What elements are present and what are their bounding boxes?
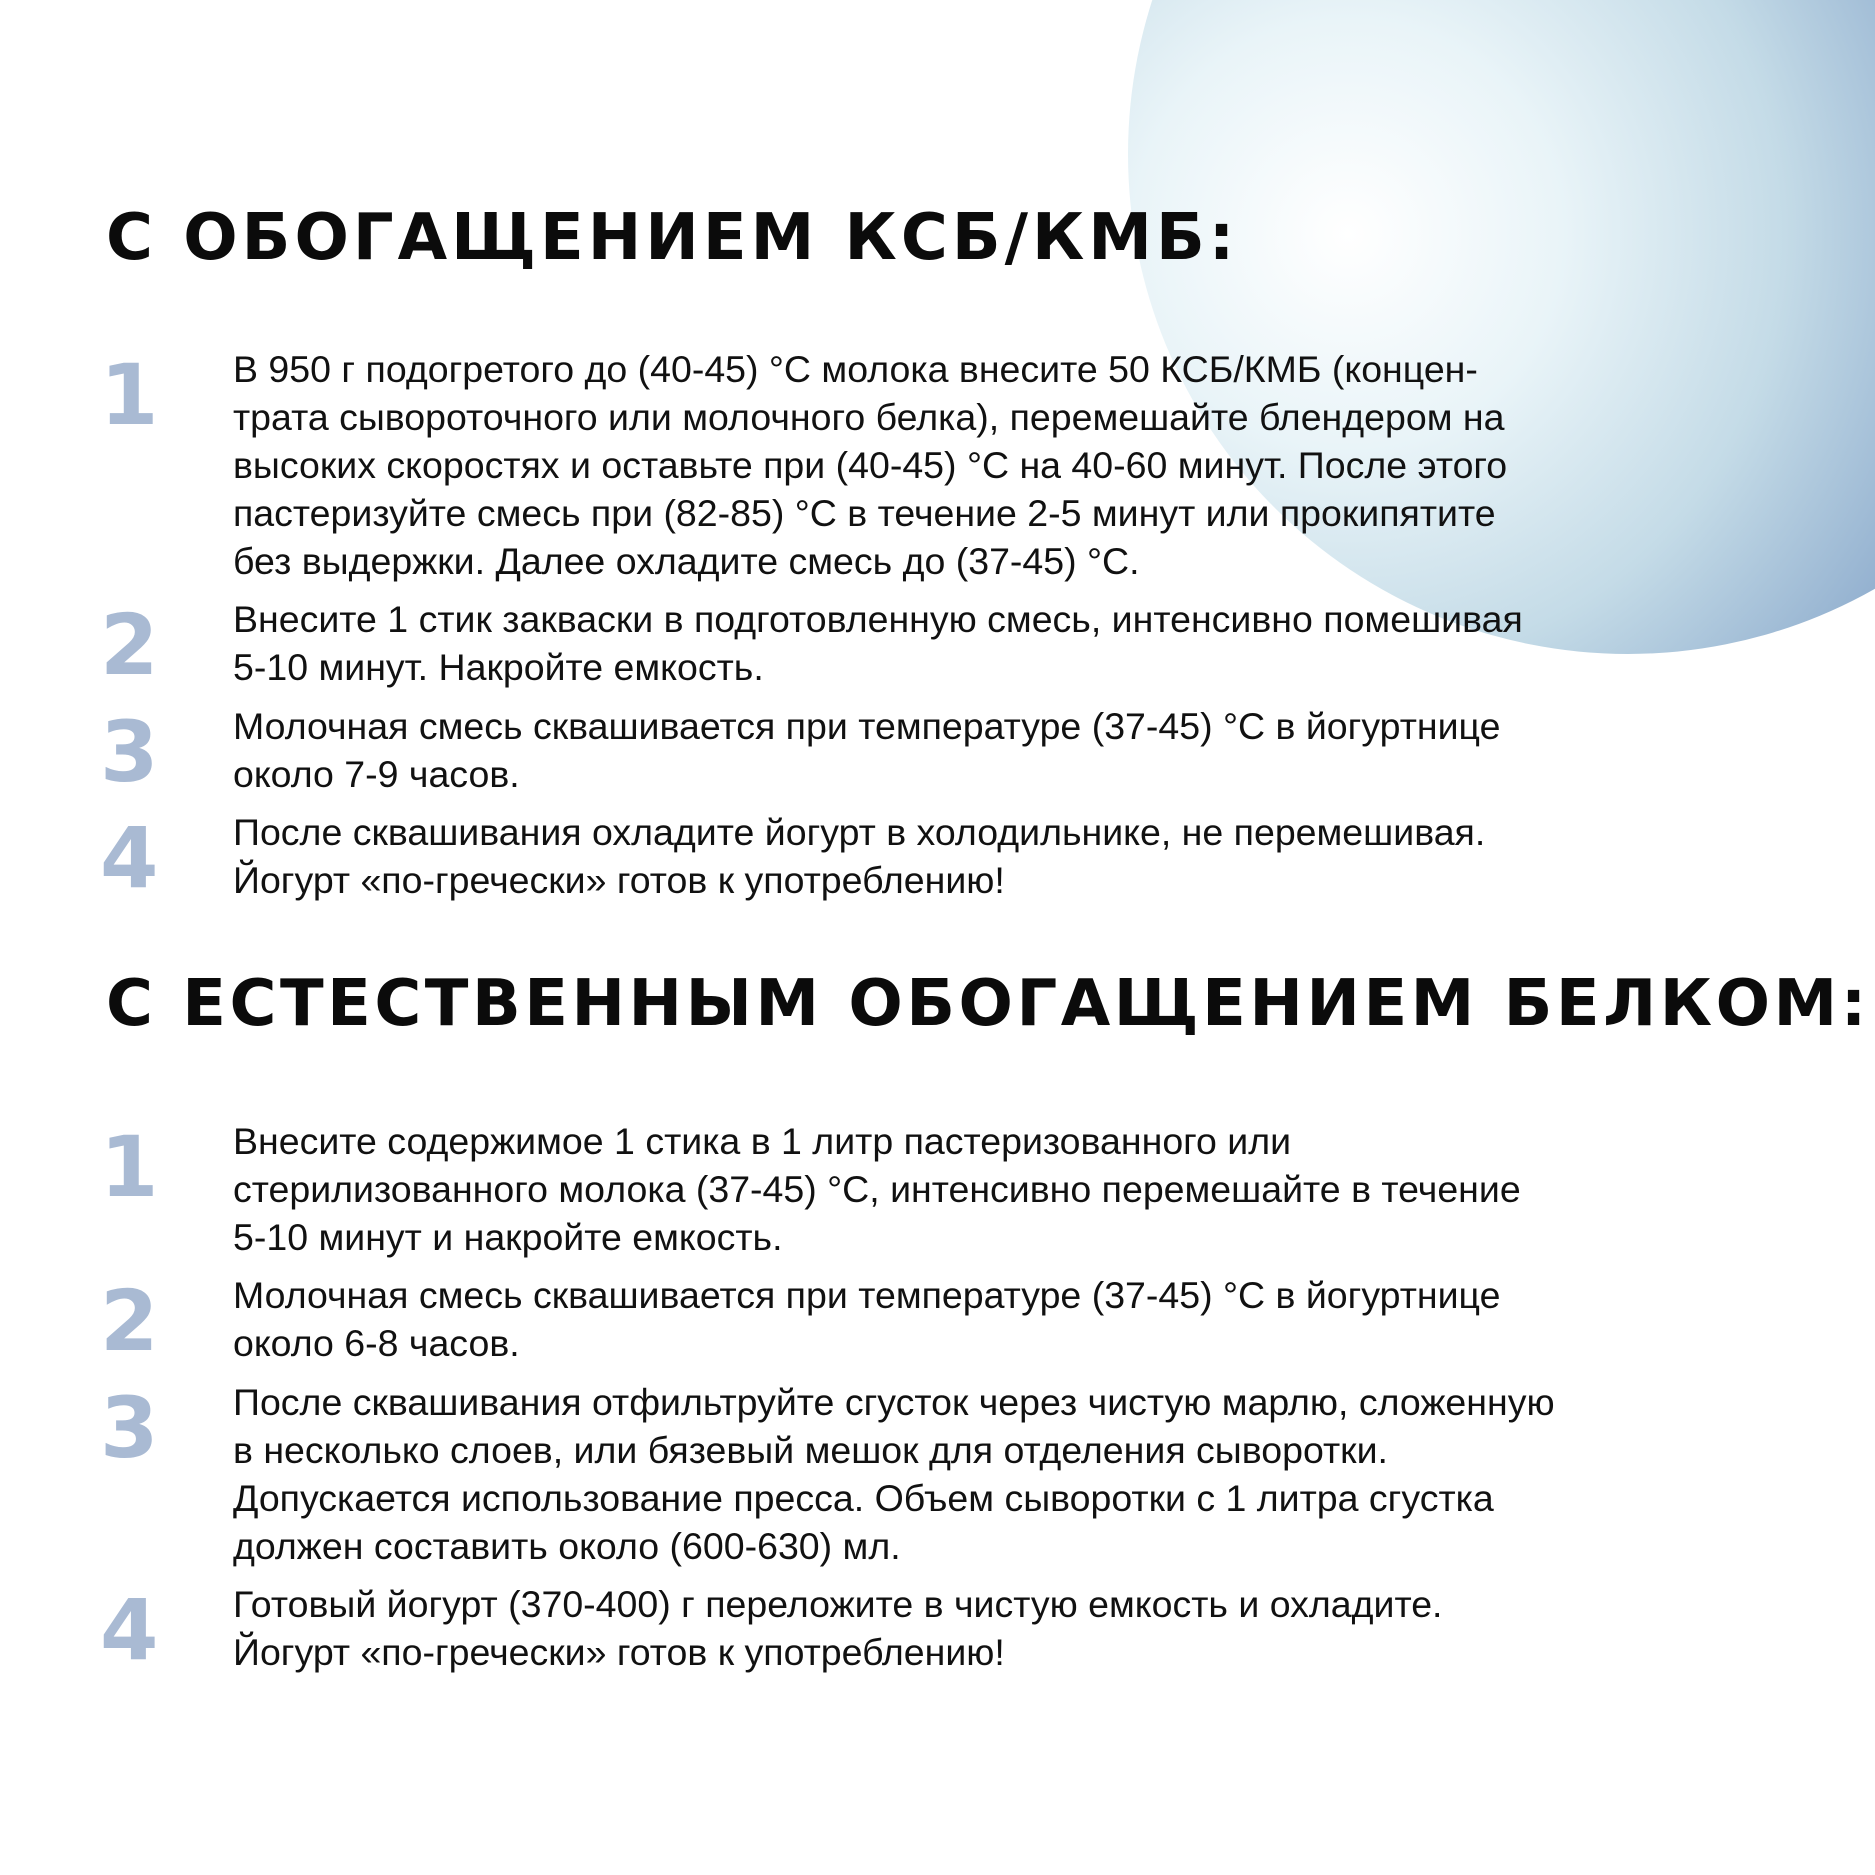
- step-text: После сквашивания охладите йогурт в холодильнике, не перемешивая. Йогурт «по-гречески» готов к употреблению!: [233, 811, 1486, 901]
- step-text: В 950 г подогретого до (40-45) °С молока внесите 50 КСБ/КМБ (концен- трата сывороточного или молочного белка), перемешайте блендером на высоких скоростях и оставьте при (40-45) °С на 40-60 минут. После этого пастеризуйте смесь при (82-85) °С в течение 2-5 минут или прокипятите без выдержки. Далее охладите смесь до (37-45) °С.: [233, 348, 1508, 582]
- step-text: Внесите 1 стик закваски в подготовленную смесь, интенсивно помешивая 5-10 минут. Накройте емкость.: [233, 598, 1523, 688]
- step-number: 2: [100, 1272, 159, 1370]
- section1-title: С ОБОГАЩЕНИЕМ КСБ/КМБ:: [106, 201, 1239, 275]
- section2-title: С ЕСТЕСТВЕННЫМ ОБОГАЩЕНИЕМ БЕЛКОМ:: [106, 967, 1870, 1041]
- step-number: 3: [100, 703, 159, 801]
- step-text: Внесите содержимое 1 стика в 1 литр пастеризованного или стерилизованного молока (37-45) °С, интенсивно перемешайте в течение 5-10 минут и накройте емкость.: [233, 1120, 1521, 1258]
- step-number: 1: [100, 1118, 159, 1216]
- step-text: Готовый йогурт (370-400) г переложите в чистую емкость и охладите. Йогурт «по-гречески» готов к употреблению!: [233, 1583, 1443, 1673]
- step-number: 4: [100, 809, 159, 907]
- step-text: Молочная смесь сквашивается при температуре (37-45) °С в йогуртнице около 7-9 часов.: [233, 705, 1501, 795]
- step-text: После сквашивания отфильтруйте сгусток через чистую марлю, сложенную в несколько слоев, или бязевый мешок для отделения сыворотки. Допускается использование пресса. Объем сыворотки с 1 литра сгустка должен составить около (600-630) мл.: [233, 1381, 1555, 1567]
- step-number: 2: [100, 596, 159, 694]
- step-text: Молочная смесь сквашивается при температуре (37-45) °С в йогуртнице около 6-8 часов.: [233, 1274, 1501, 1364]
- step-number: 1: [100, 346, 159, 444]
- step-number: 3: [100, 1379, 159, 1477]
- step-number: 4: [100, 1581, 159, 1679]
